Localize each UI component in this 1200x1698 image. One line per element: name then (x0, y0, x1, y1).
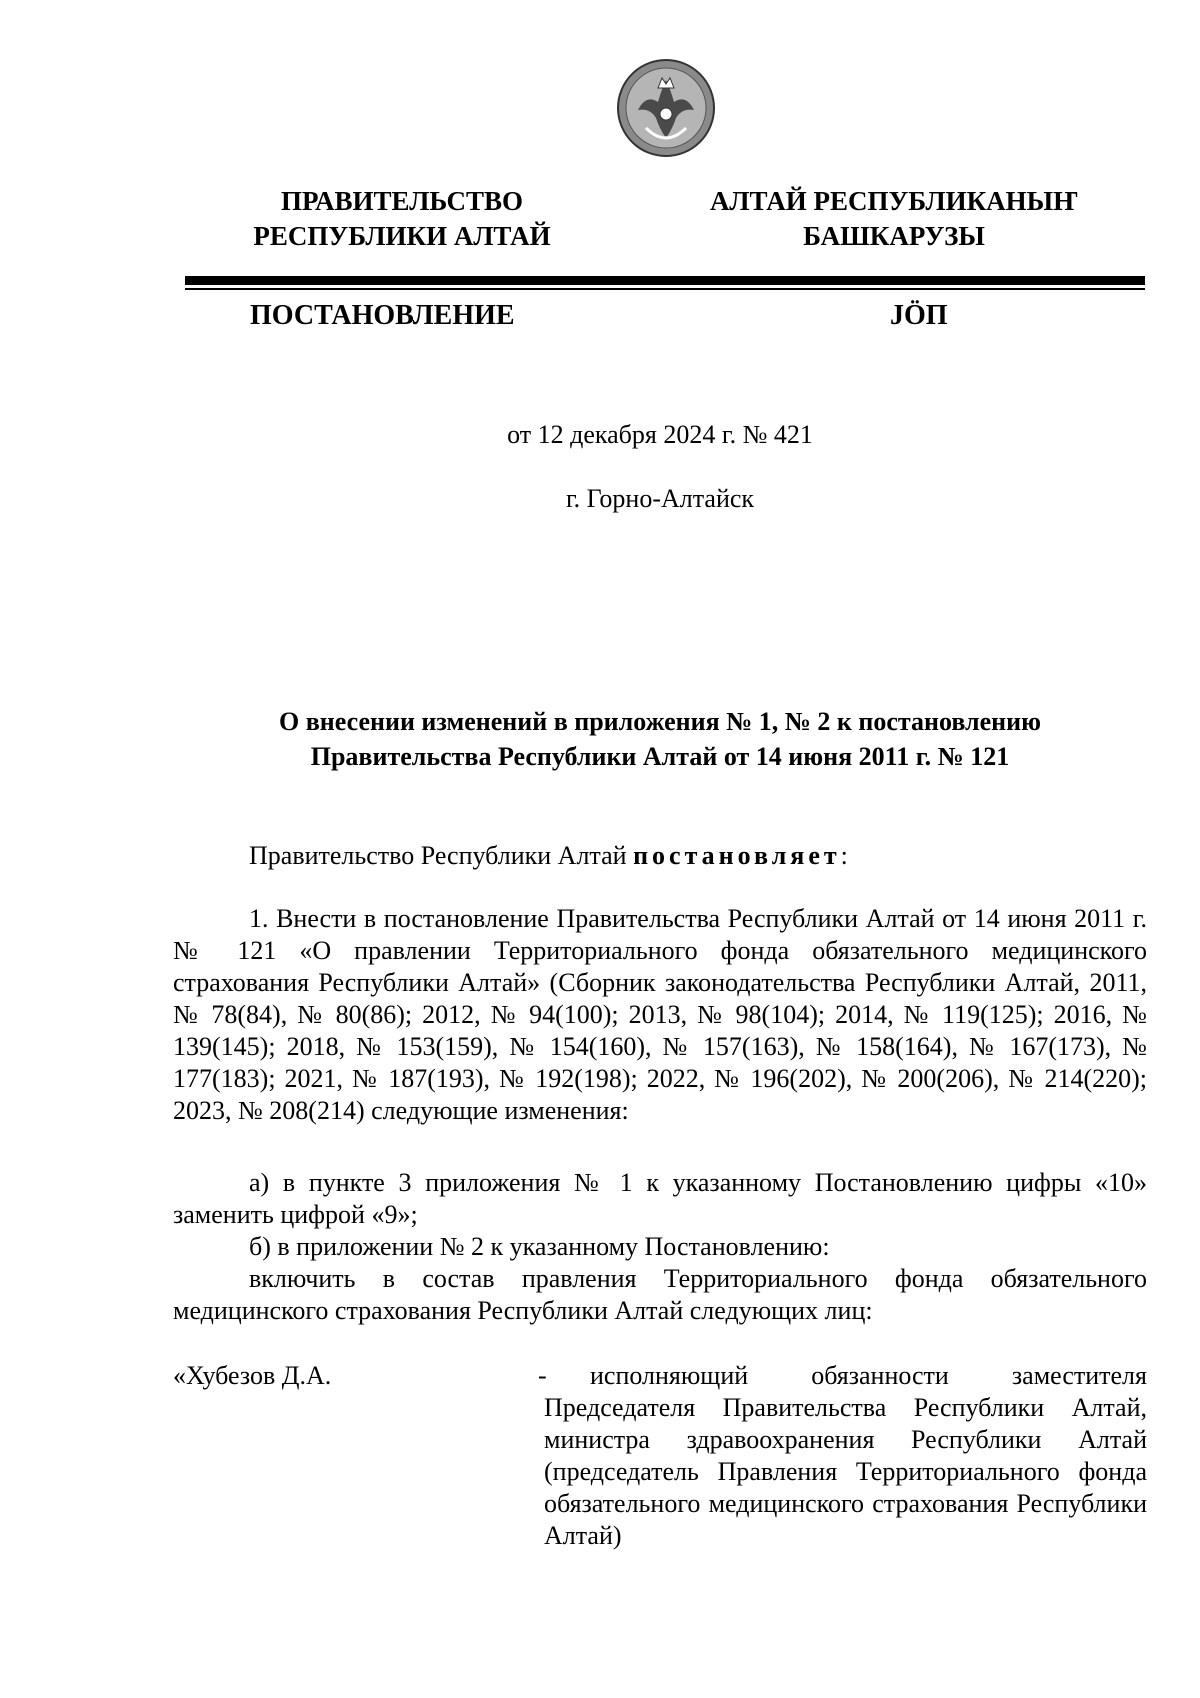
header-divider-thick (185, 276, 1145, 285)
item-a: а) в пункте 3 приложения № 1 к указанному Постановлению цифры «10» заменить цифрой «9»; (173, 1168, 1147, 1229)
preamble-lead: Правительство Республики Алтай (249, 841, 634, 870)
include-paragraph: включить в состав правления Территориального фонда обязательного медицинского страхования Республики Алтай следующих лиц: (173, 1264, 1147, 1325)
header-right-block (704, 184, 1084, 254)
item-b: б) в приложении № 2 к указанному Постановлению: (249, 1232, 830, 1261)
header-left-block (212, 184, 592, 254)
coat-of-arms-emblem (616, 58, 716, 158)
header-right-line2: БАШКАРУЗЫ (803, 221, 985, 251)
preamble-keyword: постановляет (633, 841, 841, 870)
date-number: от 12 декабря 2024 г. № 421 (507, 420, 813, 449)
doc-type-alt: JÖП (890, 300, 948, 331)
member-dash: - (538, 1361, 547, 1390)
title-line2: Правительства Республики Алтай от 14 июня 2011 г. № 121 (310, 742, 1010, 771)
title-line1: О внесении изменений в приложения № 1, № 2 к постановлению (278, 707, 1042, 736)
emblem-icon (616, 58, 716, 158)
paragraph-1: 1. Внести в постановление Правительства Республики Алтай от 14 июня 2011 г. № 121 «О правлении Территориального фонда обязательного медицинского страхования Республики Алтай» (Сборник законодательства Республики Алтай, 2011, № 78(84), № 80(86); 2012, № 94(100); 2013, № 98(104); 2014, № 119(125); 2016, № 139(145); 2018, № 153(159), № 154(160), № 157(163), № 158(164), № 167(173), № 177(183); 2021, № 187(193), № 192(198); 2022, № 196(202), № 200(206), № 214(220); 2023, № 208(214) следующие изменения: (173, 904, 1147, 1125)
preamble-tail: : (840, 841, 848, 870)
document-title (160, 704, 1160, 774)
member-name: «Хубезов Д.А. (173, 1361, 332, 1390)
doc-type-ru: ПОСТАНОВЛЕНИЕ (250, 300, 515, 331)
header-right-line1: АЛТАЙ РЕСПУБЛИКАНЫҤ (709, 186, 1079, 216)
member-description: исполняющий обязанности заместителя Председателя Правительства Республики Алтай, министра здравоохранения Республики Алтай (председатель Правления Территориального фонда обязательного медицинского страхования Республики Алтай) (544, 1361, 1147, 1550)
city: г. Горно-Алтайск (565, 484, 755, 513)
header-left-line2: РЕСПУБЛИКИ АЛТАЙ (253, 221, 551, 251)
header-divider-thin (185, 288, 1145, 290)
preamble (173, 840, 1147, 872)
header-left-line1: ПРАВИТЕЛЬСТВО (280, 186, 524, 216)
